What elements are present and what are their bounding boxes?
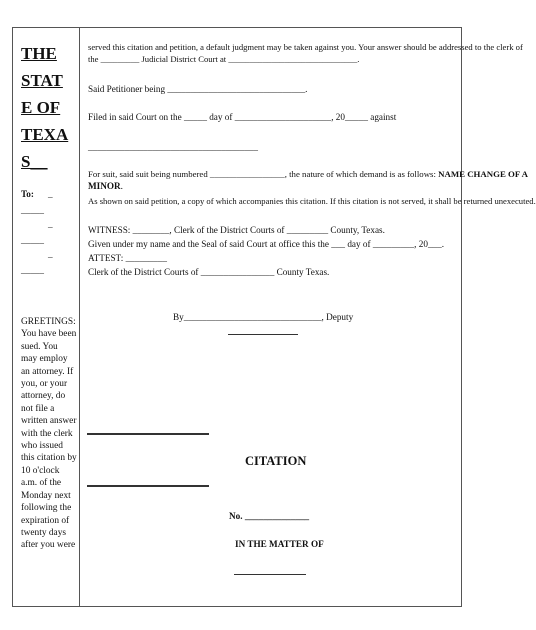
greetings-line: an attorney. If: [21, 366, 74, 377]
state-title-line: TEXA: [21, 125, 69, 144]
greetings-line: sued. You: [21, 341, 58, 352]
greetings-line: 10 o'clock: [21, 465, 60, 476]
greetings-line: who issued: [21, 441, 63, 452]
case-number: No. ______________: [229, 511, 310, 521]
greetings-line: you, or your: [21, 379, 68, 390]
divider-rule: [87, 485, 209, 487]
suit-nature: NAME CHANGE OF A: [438, 169, 528, 179]
greetings-line: may employ: [21, 354, 68, 365]
greetings-line: a.m. of the: [21, 478, 62, 489]
greetings-line: with the clerk: [21, 428, 73, 439]
divider-rule: [87, 433, 209, 435]
state-title: [21, 40, 68, 175]
to-blank: _____: [21, 205, 44, 215]
greetings-line: twenty days: [21, 527, 67, 538]
clerk-line: Clerk of the District Courts of ________________ County Texas.: [88, 267, 330, 277]
greetings-line: expiration of: [21, 515, 70, 526]
filed-line: Filed in said Court on the _____ day of _____________________, 20_____ against: [88, 112, 397, 122]
court-line: the _________ Judicial District Court at ______________________________.: [88, 54, 360, 64]
greetings-line: after you were: [21, 540, 76, 551]
greetings-line: attorney, do: [21, 391, 66, 402]
to-blank: _: [48, 189, 53, 199]
suit-period: .: [120, 181, 123, 191]
greetings-line: not file a: [21, 403, 55, 414]
matter-heading: IN THE MATTER OF: [235, 539, 324, 549]
to-label: To:: [21, 189, 34, 199]
greetings-line: GREETINGS:: [21, 317, 76, 327]
greetings-line: written answer: [21, 416, 77, 427]
to-blank: _: [48, 249, 53, 259]
to-blank: _____: [21, 235, 44, 245]
attest-line: ATTEST: _________: [88, 253, 167, 263]
state-title-line: STAT: [21, 71, 63, 90]
petitioner-line: Said Petitioner being ______________________________.: [88, 84, 308, 94]
suit-nature-cont: MINOR: [88, 181, 121, 191]
state-title-line: E OF: [21, 98, 61, 117]
suit-text: For suit, said suit being numbered _________________, the nature of which demand is as follows:: [88, 169, 439, 179]
matter-rule: [234, 574, 306, 575]
against-blank: _____________________________________: [88, 142, 258, 152]
greetings-line: You have been: [21, 329, 77, 340]
suit-line: [88, 168, 528, 180]
greetings-notice: [21, 316, 79, 552]
deputy-line: By______________________________, Deputy: [173, 312, 354, 322]
shown-line: As shown on said petition, a copy of which accompanies this citation. If this citation is not served, it shall be returned unexecuted.: [88, 196, 536, 206]
given-line: Given under my name and the Seal of said Court at office this the ___ day of _________, 20___.: [88, 239, 445, 249]
greetings-line: Monday next: [21, 490, 71, 501]
witness-line: WITNESS: ________, Clerk of the District Courts of _________ County, Texas.: [88, 225, 385, 235]
state-title-line: THE: [21, 44, 57, 63]
suit-line-cont: [88, 180, 123, 192]
state-title-line: S__: [21, 152, 48, 171]
column-divider: [79, 28, 80, 606]
signature-rule: [228, 334, 298, 335]
answer-instruction-line: served this citation and petition, a default judgment may be taken against you. Your answer should be addressed to the clerk of: [88, 42, 523, 52]
to-blank: _: [48, 219, 53, 229]
citation-form-frame: [12, 27, 536, 607]
greetings-line: following the: [21, 503, 72, 514]
citation-heading: CITATION: [245, 454, 307, 468]
to-blank: _____: [21, 265, 44, 275]
greetings-line: this citation by: [21, 453, 77, 464]
